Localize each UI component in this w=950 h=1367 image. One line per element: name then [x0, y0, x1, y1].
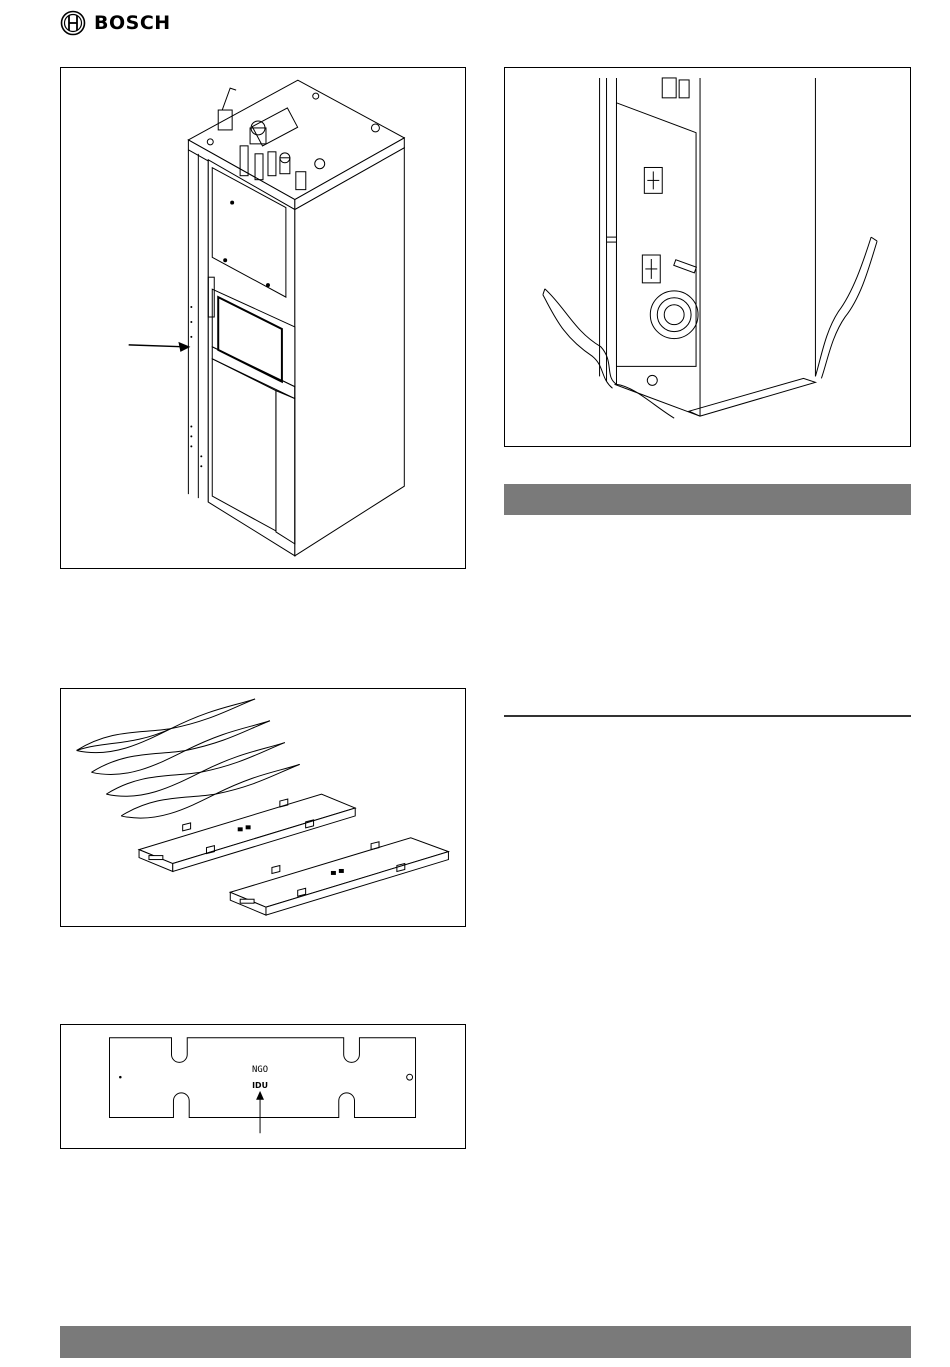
indoor-unit-front-illustration: [61, 68, 465, 568]
bosch-emblem-icon: [60, 10, 86, 36]
brand-name: BOSCH: [94, 12, 171, 34]
figure-board-label: [60, 1024, 466, 1149]
footer-bar: [60, 1326, 911, 1358]
figure-unit-side-straps: [504, 67, 911, 447]
divider-rule: [504, 715, 911, 717]
board-label-bottom: IDU: [252, 1080, 268, 1090]
figure-straps-boards: [60, 688, 466, 927]
figure-unit-front: [60, 67, 466, 569]
straps-and-boards-illustration: [61, 689, 465, 926]
board-label-illustration: [61, 1025, 465, 1148]
brand-logo: [60, 10, 171, 36]
board-label-top: NGO: [252, 1065, 269, 1076]
indoor-unit-strap-illustration: [505, 68, 910, 446]
section-heading-bar: [504, 484, 911, 515]
